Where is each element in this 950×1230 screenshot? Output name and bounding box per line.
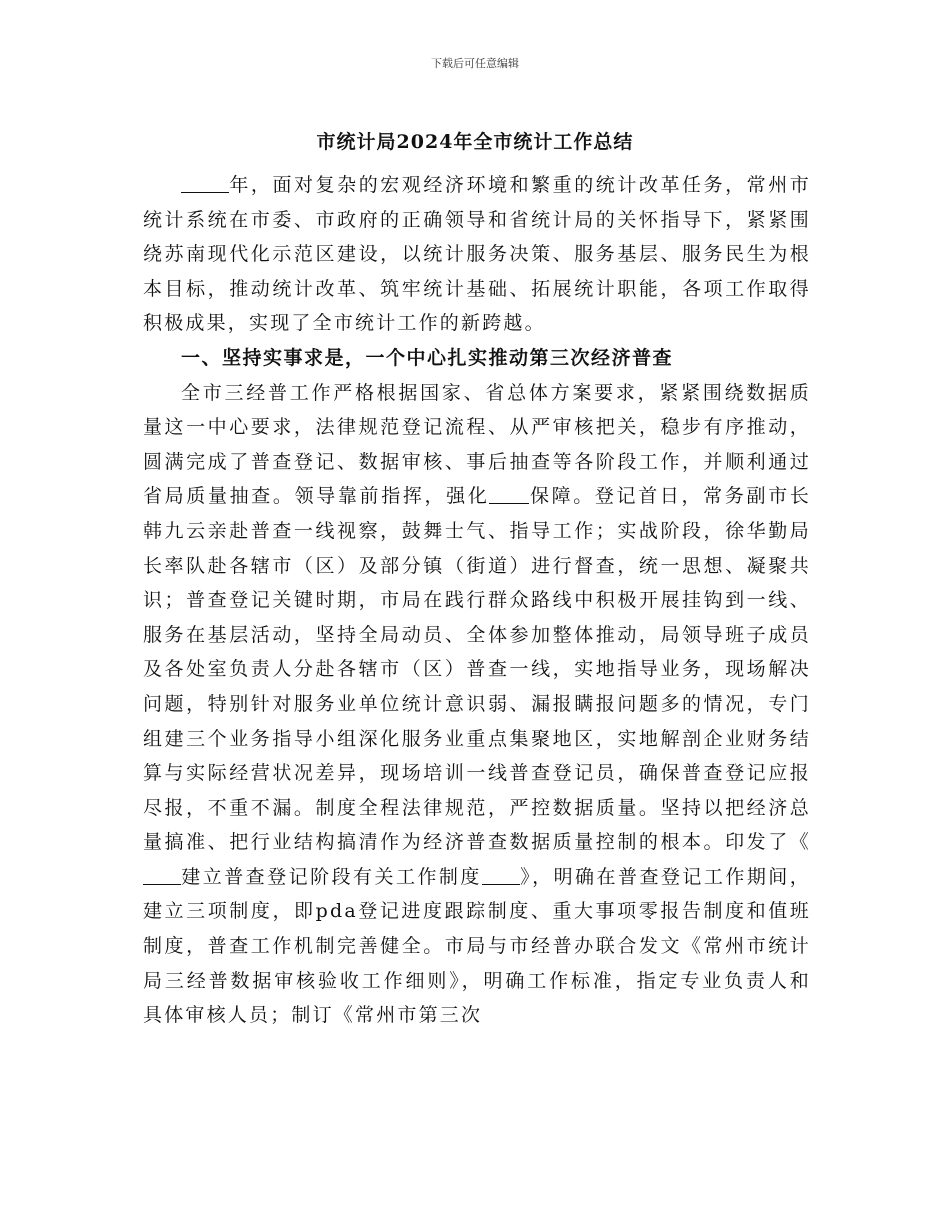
header-note: 下载后可任意编辑 xyxy=(431,57,519,70)
section-text-part1: 全市三经普工作严格根据国家、省总体方案要求，紧紧围绕数据质量这一中心要求，法律规范登记流程、从严审核把关，稳步有序推动，圆满完成了普查登记、数据审核、事后抽查等各阶段工作，并顺利通过省局质量抽查。领导靠前指挥，强化 xyxy=(143,381,811,508)
blank-line xyxy=(482,864,520,885)
section-heading: 一、坚持实事求是，一个中心扎实推动第三次经济普查 xyxy=(181,346,674,369)
blank-line xyxy=(181,172,229,193)
section-text-part3: 建立普查登记阶段有关工作制度 xyxy=(181,865,482,888)
intro-paragraph xyxy=(143,168,811,341)
section-text-part4: 》，明确在普查登记工作期间，建立三项制度，即pda登记进度跟踪制度、重大事项零报告制度和值班制度，普查工作机制完善健全。市局与市经普办联合发文《常州市统计局三经普数据审核验收工作细则》，明确工作标准，指定专业负责人和具体审核人员；制订《常州市第三次 xyxy=(143,865,811,1027)
blank-line xyxy=(143,864,181,885)
section-paragraph xyxy=(143,376,811,1033)
document-title: 市统计局2024年全市统计工作总结 xyxy=(316,131,634,153)
section-text-part2: 保障。登记首日，常务副市长韩九云亲赴普查一线视察，鼓舞士气、指导工作；实战阶段，徐华勤局长率队赴各辖市（区）及部分镇（街道）进行督查，统一思想、凝聚共识；普查登记关键时期，市局在践行群众路线中积极开展挂钩到一线、服务在基层活动，坚持全局动员、全体参加整体推动，局领导班子成员及各处室负责人分赴各辖市（区）普查一线，实地指导业务，现场解决问题，特别针对服务业单位统计意识弱、漏报瞒报问题多的情况，专门组建三个业务指导小组深化服务业重点集聚地区，实地解剖企业财务结算与实际经营状况差异，现场培训一线普查登记员，确保普查登记应报尽报，不重不漏。制度全程法律规范，严控数据质量。坚持以把经济总量搞准、把行业结构搞清作为经济普查数据质量控制的根本。印发了《 xyxy=(143,485,811,854)
blank-line xyxy=(489,483,529,504)
intro-text: 年，面对复杂的宏观经济环境和繁重的统计改革任务，常州市统计系统在市委、市政府的正确领导和省统计局的关怀指导下，紧紧围绕苏南现代化示范区建设，以统计服务决策、服务基层、服务民生为根本目标，推动统计改革、筑牢统计基础、拓展统计职能，各项工作取得积极成果，实现了全市统计工作的新跨越。 xyxy=(143,174,811,335)
document-body xyxy=(143,168,811,1033)
